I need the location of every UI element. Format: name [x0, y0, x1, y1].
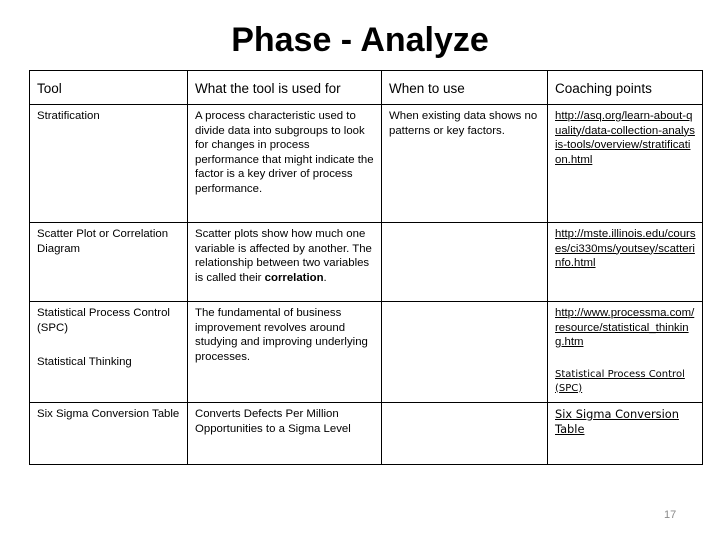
header-coaching: Coaching points: [548, 71, 703, 105]
coaching-link[interactable]: Six Sigma Conversion Table: [555, 407, 679, 436]
coaching-cell: [548, 223, 703, 302]
analyze-tools-table: [29, 70, 703, 465]
table-row: [30, 302, 703, 403]
coaching-cell: [548, 105, 703, 223]
tool-name: Statistical Process Control (SPC): [37, 307, 170, 334]
used-for-cell: A process characteristic used to divide data into subgroups to look for changes in process performance that might indicate the factor is a key driver of process performance.: [188, 105, 382, 223]
table-row: [30, 105, 703, 223]
table-row: [30, 403, 703, 465]
tool-sub-name: Statistical Thinking: [37, 356, 132, 368]
when-cell: [382, 403, 548, 465]
header-tool: Tool: [30, 71, 188, 105]
used-for-text: Scatter plots show how much one variable is affected by another. The relationship between two variables is called their: [195, 228, 372, 284]
page-number: 17: [664, 509, 677, 521]
header-when: When to use: [382, 71, 548, 105]
when-cell: [382, 223, 548, 302]
coaching-cell: [548, 302, 703, 403]
used-for-cell: The fundamental of business improvement revolves around studying and improving underlying processes.: [188, 302, 382, 403]
when-cell: [382, 302, 548, 403]
used-for-cell: [188, 223, 382, 302]
used-for-cell: Converts Defects Per Million Opportunities to a Sigma Level: [188, 403, 382, 465]
coaching-cell: [548, 403, 703, 465]
tool-cell: Six Sigma Conversion Table: [30, 403, 188, 465]
table-row: [30, 223, 703, 302]
used-for-end: .: [323, 271, 327, 284]
tool-cell: Stratification: [30, 105, 188, 223]
coaching-link[interactable]: http://www.processma.com/resource/statistical_thinking.htm: [555, 307, 695, 348]
tool-cell: Scatter Plot or Correlation Diagram: [30, 223, 188, 302]
header-used-for: What the tool is used for: [188, 71, 382, 105]
coaching-link-spc[interactable]: Statistical Process Control (SPC): [555, 368, 685, 394]
used-for-bold-term: correlation: [264, 271, 324, 284]
coaching-link[interactable]: http://mste.illinois.edu/courses/ci330ms/youtsey/scatterinfo.html: [555, 228, 696, 269]
when-cell: When existing data shows no patterns or key factors.: [382, 105, 548, 223]
table-header-row: [30, 71, 703, 105]
page-title: Phase - Analyze: [231, 21, 489, 59]
tool-cell: [30, 302, 188, 403]
coaching-link[interactable]: http://asq.org/learn-about-quality/data-collection-analysis-tools/overview/stratification.html: [555, 110, 695, 166]
